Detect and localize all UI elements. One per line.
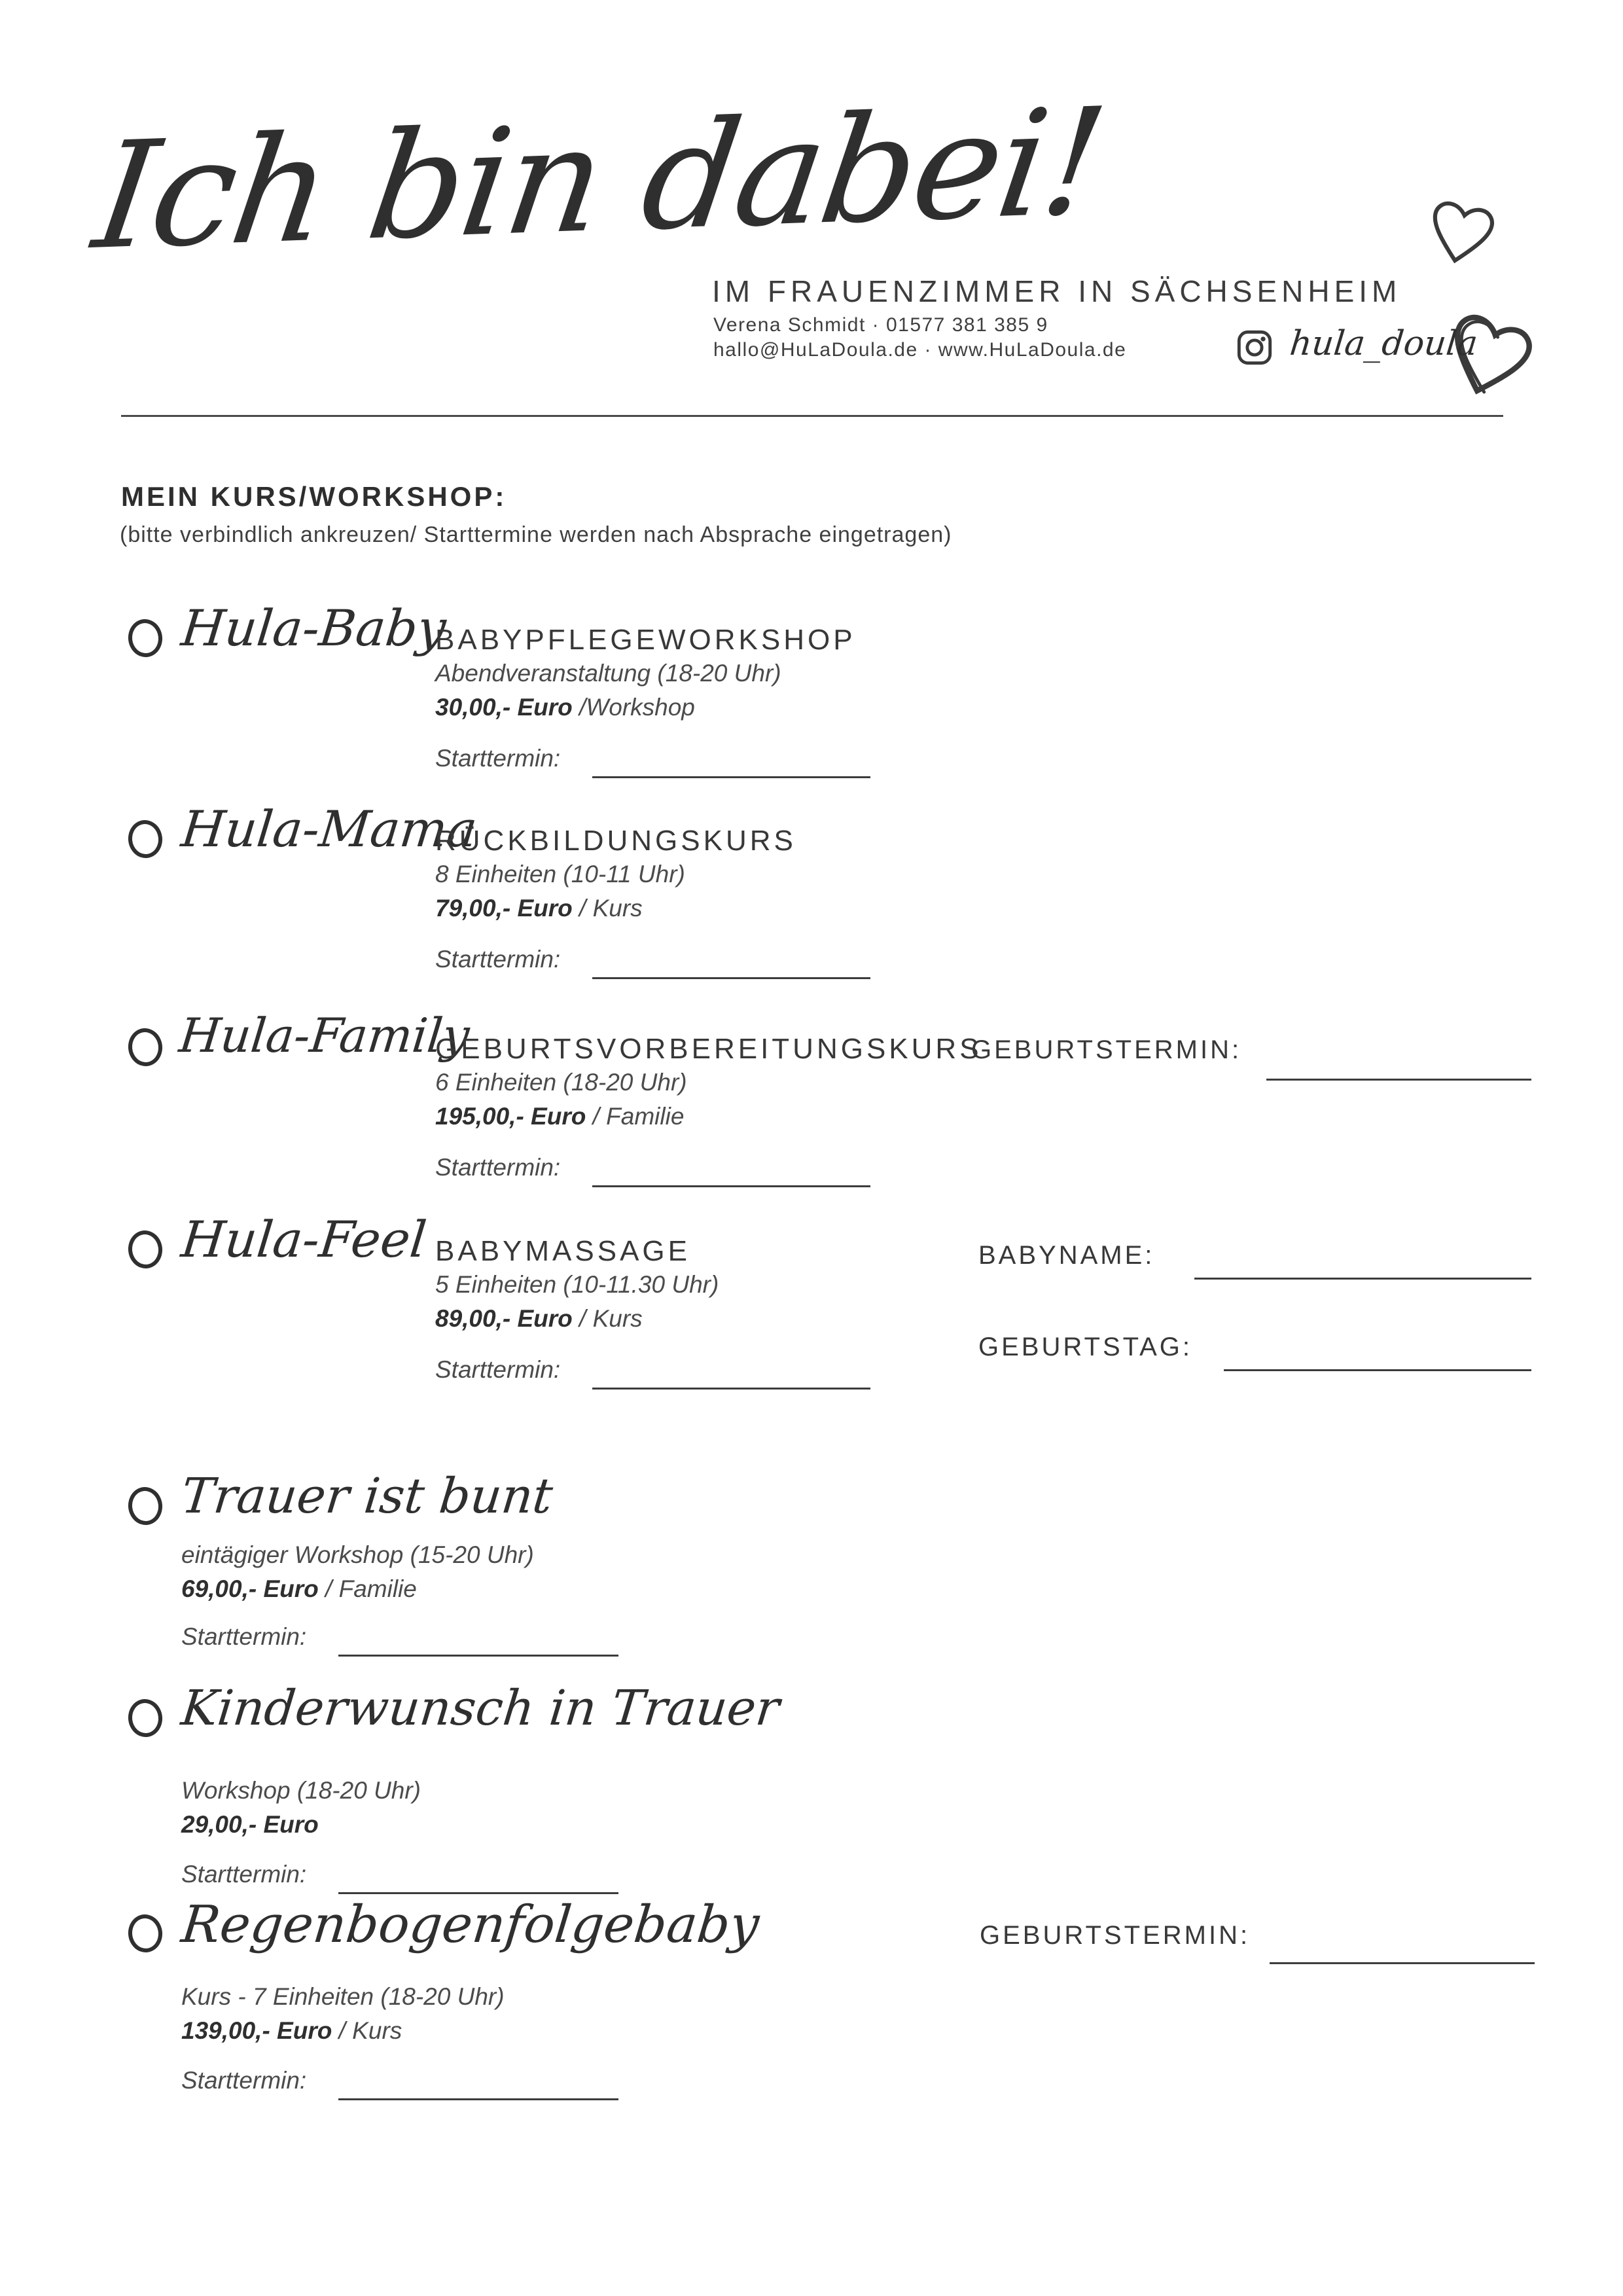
starttermin-label: Starttermin: [181, 1623, 307, 1650]
starttermin-field-line[interactable] [338, 2098, 618, 2100]
course-price: 29,00,- Euro [181, 1811, 319, 1838]
course-price-suffix: / Familie [325, 1575, 417, 1602]
contact-email-web-line: hallo@HuLaDoula.de · www.HuLaDoula.de [713, 339, 1127, 361]
starttermin-field-line[interactable] [338, 1892, 618, 1894]
course-script-name: Trauer ist bunt [179, 1468, 556, 1524]
starttermin-field-line[interactable] [592, 1388, 870, 1390]
venue-title: IM FRAUENZIMMER IN SÄCHSENHEIM [712, 274, 1402, 308]
babyname-field-line[interactable] [1194, 1278, 1531, 1280]
course-price-suffix: / Kurs [338, 2017, 402, 2044]
course-unit-line: eintägiger Workshop (15-20 Uhr) [181, 1541, 534, 1568]
course-price-line [435, 694, 695, 721]
course-checkbox-hula-mama[interactable] [126, 818, 164, 859]
course-checkbox-regenbogenfolgebaby[interactable] [126, 1912, 164, 1954]
course-price-line [435, 1305, 643, 1333]
starttermin-label: Starttermin: [435, 1356, 561, 1383]
course-script-name: Hula-Family [177, 1008, 473, 1063]
starttermin-label: Starttermin: [181, 2067, 307, 2094]
course-unit-line: 6 Einheiten (18-20 Uhr) [435, 1069, 687, 1096]
starttermin-label: Starttermin: [435, 1154, 561, 1181]
header-divider [121, 415, 1503, 417]
course-script-name: Kinderwunsch in Trauer [179, 1680, 782, 1736]
course-script-name: Hula-Feel [179, 1210, 429, 1268]
course-price-line [181, 1811, 319, 1839]
course-price-suffix: /Workshop [579, 694, 695, 721]
course-unit-line: Abendveranstaltung (18-20 Uhr) [435, 660, 781, 687]
starttermin-label: Starttermin: [181, 1861, 307, 1888]
course-unit-line: Workshop (18-20 Uhr) [181, 1777, 421, 1804]
instagram-icon [1236, 329, 1274, 367]
starttermin-field-line[interactable] [592, 977, 870, 979]
course-price: 89,00,- Euro [435, 1305, 573, 1332]
contact-phone-line: Verena Schmidt · 01577 381 385 9 [713, 314, 1048, 336]
course-price-line [181, 1575, 417, 1603]
geburtstag-label: GEBURTSTAG: [978, 1333, 1193, 1361]
geburtstermin-label: GEBURTSTERMIN: [971, 1035, 1242, 1064]
course-script-name: Hula-Baby [179, 599, 449, 657]
starttermin-field-line[interactable] [592, 1185, 870, 1187]
course-price: 139,00,- Euro [181, 2017, 332, 2044]
course-checkbox-hula-feel[interactable] [126, 1229, 164, 1270]
course-price-suffix: / Kurs [579, 1305, 643, 1332]
course-price: 69,00,- Euro [181, 1575, 319, 1602]
section-subheading: (bitte verbindlich ankreuzen/ Starttermine werden nach Absprache eingetragen) [120, 522, 952, 547]
babyname-label: BABYNAME: [978, 1241, 1155, 1270]
hearts-icon [1407, 190, 1551, 445]
course-checkbox-hula-baby[interactable] [126, 617, 164, 658]
course-price-suffix: / Familie [592, 1103, 685, 1130]
course-price-line [435, 895, 643, 922]
course-title: GEBURTSVORBEREITUNGSKURS [435, 1033, 982, 1065]
course-title: RÜCKBILDUNGSKURS [435, 825, 796, 857]
course-unit-line: Kurs - 7 Einheiten (18-20 Uhr) [181, 1983, 505, 2010]
course-price: 79,00,- Euro [435, 895, 573, 922]
course-script-name: Hula-Mama [179, 800, 480, 858]
instagram-handle-script: hula_doula [1288, 324, 1480, 363]
starttermin-label: Starttermin: [435, 946, 561, 973]
course-script-name: Regenbogenfolgebaby [179, 1895, 762, 1954]
course-checkbox-hula-family[interactable] [126, 1026, 164, 1067]
starttermin-field-line[interactable] [338, 1655, 618, 1657]
geburtstermin-field-line[interactable] [1270, 1962, 1535, 1964]
page-title-script: Ich bin dabei! [85, 76, 1113, 283]
section-heading: MEIN KURS/WORKSHOP: [121, 481, 507, 512]
course-title: BABYMASSAGE [435, 1235, 691, 1267]
course-checkbox-kinderwunsch-in-trauer[interactable] [126, 1697, 164, 1738]
course-price: 195,00,- Euro [435, 1103, 586, 1130]
course-unit-line: 8 Einheiten (10-11 Uhr) [435, 861, 685, 888]
starttermin-field-line[interactable] [592, 776, 870, 778]
course-price-suffix: / Kurs [579, 895, 643, 922]
geburtstermin-label: GEBURTSTERMIN: [980, 1921, 1251, 1950]
course-price: 30,00,- Euro [435, 694, 573, 721]
course-title: BABYPFLEGEWORKSHOP [435, 624, 856, 656]
geburtstag-field-line[interactable] [1224, 1369, 1531, 1371]
course-price-line [181, 2017, 402, 2045]
course-checkbox-trauer-ist-bunt[interactable] [126, 1485, 164, 1526]
course-unit-line: 5 Einheiten (10-11.30 Uhr) [435, 1271, 719, 1298]
starttermin-label: Starttermin: [435, 745, 561, 772]
course-price-line [435, 1103, 684, 1130]
geburtstermin-field-line[interactable] [1266, 1079, 1531, 1081]
